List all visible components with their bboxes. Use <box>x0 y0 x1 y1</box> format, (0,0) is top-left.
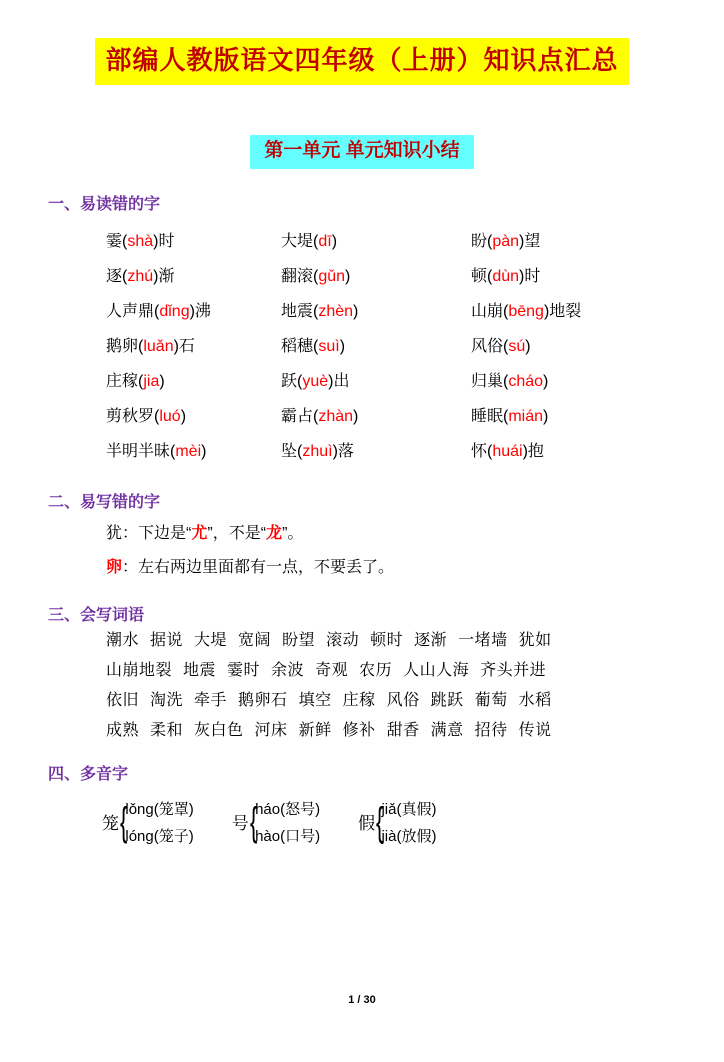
pinyin-cell <box>60 362 281 397</box>
polyphone-readings <box>125 798 193 846</box>
word: 地震 <box>183 661 217 679</box>
cell-suffix: )望 <box>519 232 541 250</box>
table-row <box>60 327 692 362</box>
cell-prefix: 大堤( <box>281 232 319 250</box>
cell-prefix: 霎( <box>106 232 128 250</box>
polyphone-reading: lóng(笼子) <box>125 827 194 845</box>
note-item <box>106 556 678 580</box>
cell-suffix: )时 <box>153 232 175 250</box>
cell-suffix: ) <box>543 372 549 390</box>
cell-prefix: 逐( <box>106 267 128 285</box>
pinyin-cell <box>471 397 692 432</box>
word: 灰白色 <box>194 721 244 739</box>
word: 滚动 <box>326 631 360 649</box>
word: 顿时 <box>370 631 404 649</box>
cell-prefix: 半明半昧( <box>106 442 176 460</box>
cell-prefix: 归巢( <box>471 372 509 390</box>
polyphone-readings <box>255 798 320 846</box>
cell-suffix: )地裂 <box>543 302 582 320</box>
page-title: 部编人教版语文四年级（上册）知识点汇总 <box>95 38 628 85</box>
cell-pinyin: jia <box>143 372 160 390</box>
cell-suffix: ) <box>159 372 165 390</box>
cell-prefix: 怀( <box>471 442 493 460</box>
cell-pinyin: huái <box>492 442 523 460</box>
word: 传说 <box>518 721 552 739</box>
note-highlight-char: 尤 <box>191 524 208 542</box>
cell-prefix: 人声鼎( <box>106 302 160 320</box>
table-row <box>60 432 692 467</box>
cell-pinyin: gǔn <box>318 267 346 285</box>
word: 新鲜 <box>298 721 332 739</box>
word: 招待 <box>474 721 508 739</box>
cell-suffix: )石 <box>173 337 195 355</box>
note-highlight-char: 龙 <box>266 524 283 542</box>
word: 满意 <box>430 721 464 739</box>
word: 农历 <box>359 661 393 679</box>
cell-prefix: 鹅卵( <box>106 337 144 355</box>
pinyin-cell <box>471 292 692 327</box>
word: 修补 <box>342 721 376 739</box>
cell-prefix: 坠( <box>281 442 303 460</box>
word: 牵手 <box>194 691 228 709</box>
section-title-words-to-write: 三、会写词语 <box>48 606 145 624</box>
unit-heading-container <box>46 135 678 169</box>
cell-suffix: )出 <box>328 372 350 390</box>
pinyin-cell <box>471 362 692 397</box>
cell-suffix: ) <box>345 267 351 285</box>
cell-pinyin: mián <box>508 407 544 425</box>
word: 一堵墙 <box>458 631 508 649</box>
words-block <box>106 633 678 739</box>
brace-icon: { <box>249 799 258 844</box>
word: 余波 <box>271 661 305 679</box>
pinyin-cell <box>60 292 281 327</box>
cell-suffix: ) <box>525 337 531 355</box>
cell-pinyin: zhú <box>127 267 154 285</box>
word: 淘洗 <box>150 691 184 709</box>
cell-suffix: )时 <box>519 267 541 285</box>
words-line <box>106 723 678 739</box>
cell-suffix: )渐 <box>153 267 175 285</box>
note-text: ：下边是“ <box>122 524 192 542</box>
word: 填空 <box>298 691 332 709</box>
pinyin-cell <box>471 222 692 257</box>
brace-icon: { <box>120 799 128 844</box>
cell-pinyin: zhàn <box>318 407 354 425</box>
main-title-container <box>46 38 678 85</box>
word: 河床 <box>254 721 288 739</box>
note-text: ”。 <box>282 524 304 542</box>
pinyin-cell <box>60 257 281 292</box>
words-line <box>106 663 678 679</box>
section-title-easily-misread: 一、易读错的字 <box>48 195 161 213</box>
pinyin-cell <box>281 362 471 397</box>
cell-prefix: 山崩( <box>471 302 509 320</box>
polyphone-char: 笼 <box>102 814 119 834</box>
polyphone-readings <box>381 798 436 846</box>
word: 水稻 <box>518 691 552 709</box>
words-line <box>106 633 678 649</box>
cell-prefix: 地震( <box>281 302 319 320</box>
cell-prefix: 霸占( <box>281 407 319 425</box>
polyphone-group <box>102 798 678 846</box>
cell-suffix: ) <box>353 407 359 425</box>
note-text: ”，不是“ <box>207 524 267 542</box>
cell-prefix: 风俗( <box>471 337 509 355</box>
polyphone-char: 假 <box>358 814 376 834</box>
word: 人山人海 <box>403 661 470 679</box>
cell-pinyin: dùn <box>492 267 520 285</box>
cell-pinyin: bēng <box>508 302 544 320</box>
cell-pinyin: dǐng <box>159 302 190 320</box>
word: 风俗 <box>386 691 420 709</box>
section-title-easily-miswritten: 二、易写错的字 <box>48 493 161 511</box>
word: 山崩地裂 <box>106 661 173 679</box>
table-row <box>60 222 692 257</box>
cell-prefix: 跃( <box>281 372 303 390</box>
table-row <box>60 397 692 432</box>
polyphone-entry <box>358 798 436 846</box>
cell-suffix: ) <box>331 232 338 250</box>
pinyin-cell <box>60 432 281 467</box>
polyphone-entry <box>102 798 194 846</box>
table-row <box>60 292 692 327</box>
word: 庄稼 <box>342 691 376 709</box>
table-row <box>60 362 692 397</box>
document-page <box>0 38 724 1062</box>
word: 鹅卵石 <box>238 691 288 709</box>
word: 霎时 <box>227 661 261 679</box>
pinyin-cell <box>471 327 692 362</box>
pinyin-cell <box>281 257 471 292</box>
cell-suffix: ) <box>180 407 187 425</box>
cell-suffix: ) <box>543 407 549 425</box>
cell-pinyin: suì <box>318 337 340 355</box>
cell-prefix: 稻穗( <box>281 337 319 355</box>
pinyin-cell <box>281 397 471 432</box>
section-title-polyphones: 四、多音字 <box>48 765 129 783</box>
cell-pinyin: luǎn <box>143 337 174 355</box>
pinyin-cell <box>281 327 471 362</box>
cell-prefix: 顿( <box>471 267 493 285</box>
pinyin-cell <box>60 222 281 257</box>
unit-heading: 第一单元 单元知识小结 <box>250 135 473 169</box>
word: 跳跃 <box>430 691 464 709</box>
cell-suffix: )沸 <box>189 302 211 320</box>
cell-prefix: 盼( <box>471 232 493 250</box>
cell-prefix: 翻滚( <box>281 267 319 285</box>
pinyin-cell <box>281 432 471 467</box>
brace-icon: { <box>376 799 384 844</box>
pinyin-cell <box>281 222 471 257</box>
page-number: 1 / 30 <box>348 994 376 1006</box>
cell-suffix: ) <box>353 302 359 320</box>
cell-suffix: )抱 <box>522 442 544 460</box>
word: 成熟 <box>106 721 140 739</box>
polyphone-reading: lǒng(笼罩) <box>125 800 194 818</box>
word: 大堤 <box>194 631 228 649</box>
cell-pinyin: shà <box>127 232 154 250</box>
table-row <box>60 257 692 292</box>
word: 据说 <box>150 631 184 649</box>
polyphone-entry <box>232 798 320 846</box>
note-item <box>106 522 678 546</box>
cell-prefix: 睡眠( <box>471 407 509 425</box>
cell-prefix: 庄稼( <box>106 372 144 390</box>
pinyin-cell <box>471 432 692 467</box>
pinyin-table <box>60 222 692 467</box>
word: 依旧 <box>106 691 140 709</box>
cell-suffix: )落 <box>332 442 354 460</box>
cell-pinyin: zhèn <box>318 302 354 320</box>
polyphone-char: 号 <box>231 814 249 834</box>
polyphone-reading: háo(怒号) <box>255 800 321 818</box>
word: 甜香 <box>386 721 420 739</box>
word: 奇观 <box>315 661 349 679</box>
cell-pinyin: zhuì <box>302 442 333 460</box>
polyphone-reading: jià(放假) <box>381 827 437 845</box>
cell-pinyin: mèi <box>175 442 202 460</box>
cell-suffix: ) <box>339 337 346 355</box>
cell-suffix: ) <box>201 442 207 460</box>
pinyin-cell <box>471 257 692 292</box>
word: 潮水 <box>106 631 140 649</box>
word: 盼望 <box>282 631 316 649</box>
word: 柔和 <box>150 721 184 739</box>
cell-pinyin: luó <box>159 407 181 425</box>
words-line <box>106 693 678 709</box>
word: 宽阔 <box>238 631 272 649</box>
cell-prefix: 剪秋罗( <box>106 407 160 425</box>
word: 犹如 <box>518 631 552 649</box>
polyphone-reading: jiǎ(真假) <box>381 800 437 818</box>
cell-pinyin: sú <box>508 337 526 355</box>
cell-pinyin: dī <box>318 232 332 250</box>
note-text: ：左右两边里面都有一点，不要丢了。 <box>122 558 395 576</box>
pinyin-cell <box>60 327 281 362</box>
cell-pinyin: yuè <box>302 372 329 390</box>
word: 齐头并进 <box>480 661 547 679</box>
cell-pinyin: pàn <box>492 232 520 250</box>
polyphone-reading: hào(口号) <box>255 827 321 845</box>
cell-pinyin: cháo <box>508 372 544 390</box>
pinyin-cell <box>281 292 471 327</box>
pinyin-cell <box>60 397 281 432</box>
note-lead-char: 犹 <box>106 524 123 542</box>
word: 葡萄 <box>474 691 508 709</box>
word: 逐渐 <box>414 631 448 649</box>
note-lead-char: 卵 <box>106 558 123 576</box>
